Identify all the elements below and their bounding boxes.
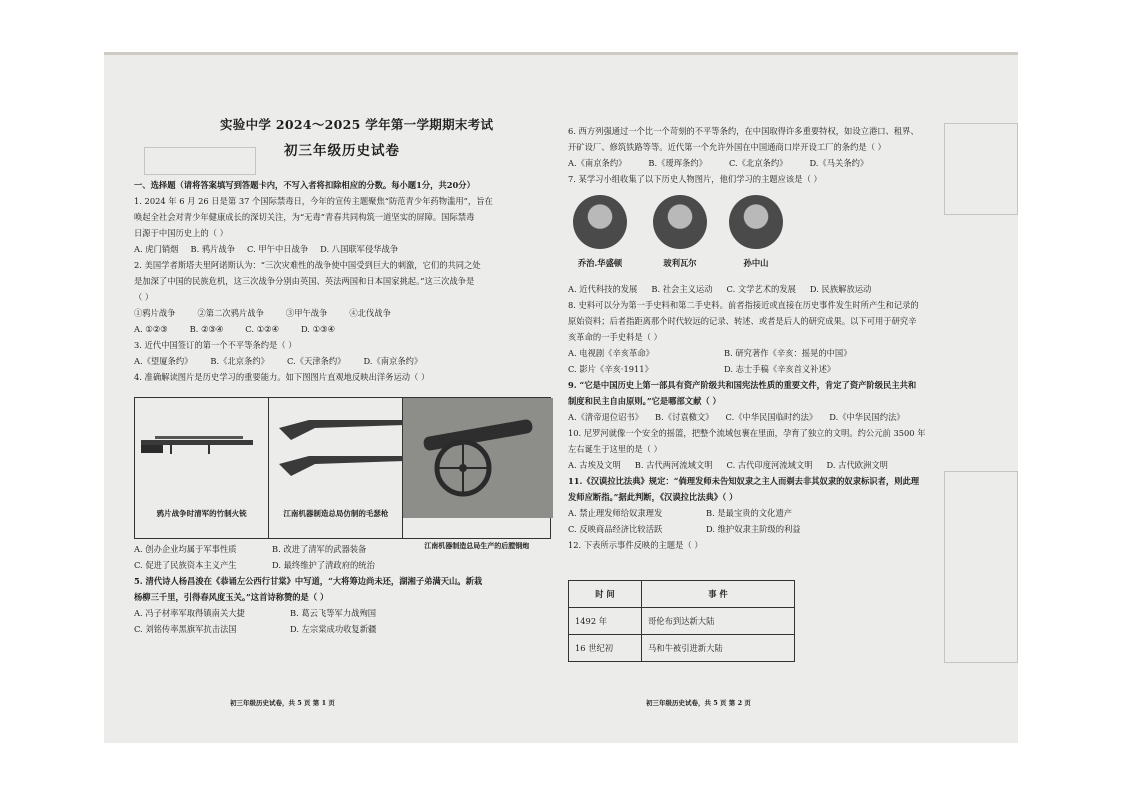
option: C. ①②④ [245,324,279,334]
question-5-options [134,605,482,621]
question-2-items [134,305,493,321]
question-7: 7. 某学习小组收集了以下历史人物图片，他们学习的主题应该是（ ） [568,174,822,184]
question-3-options [134,353,493,369]
option: A. 虎门销烟 [134,244,179,254]
table-header: 时 间 [569,581,642,608]
option: D.《马关条约》 [809,158,869,168]
question-6-options [568,155,919,171]
option: A. 近代科技的发展 [568,284,638,294]
question-7-portraits [568,195,828,285]
option: A. 禁止理发师给奴隶理发 [568,508,663,518]
option: A. 冯子材率军取得镇南关大捷 [134,608,245,618]
option: A.《南京条约》 [568,158,627,168]
option: C. 刘铭传率黑旗军抗击法国 [134,624,237,634]
cannon-icon [403,398,553,518]
portrait-image [653,195,707,249]
question-9-line: 制度和民主自由原则。”它是哪部文献（ ） [568,396,721,406]
page-footer: 初三年级历史试卷，共 5 页 第 1 页 [230,699,335,707]
figure-mauser [269,398,403,538]
question-4-options [134,541,482,557]
figure-caption: 鸦片战争时清军的竹制火铳 [156,509,247,518]
exam-paper-scan [104,52,1018,743]
events-table [568,580,795,662]
question-11-line: 11.《汉谟拉比法典》规定：“倘理发师未告知奴隶之主人而剃去非其奴隶的奴隶标识者，则此理 [568,476,920,486]
table-header-row [569,581,795,608]
option: C. 影片《辛亥·1911》 [568,364,653,374]
option: C. 文学艺术的发展 [726,284,796,294]
figure-caption: 江南机器制造总局仿制的毛瑟枪 [283,509,389,518]
option: D. 最终维护了清政府的统治 [272,560,375,570]
section-heading: 一、选择题（请将答案填写到答题卡内，不写入者将扣除相应的分数。每小题1分，共20分） [134,180,475,190]
portrait-image [729,195,783,249]
exam-subtitle: 初三年级历史试卷 [284,143,400,159]
option: C. 反映商品经济比较活跃 [568,524,663,534]
option: D. 维护奴隶主阶级的利益 [706,524,801,534]
question-block [134,177,493,385]
figure-cannon [403,398,550,550]
table-cell: 哥伦布到达新大陆 [642,608,795,635]
option: D. 左宗棠成功收复新疆 [290,624,377,634]
option: D. 民族解放运动 [809,284,872,294]
question-block [134,541,482,637]
rifle-icon [269,398,415,518]
option: C. 甲午中日战争 [247,244,309,254]
option: A. ①②③ [134,324,168,334]
question-5-options [134,621,482,637]
option: B. ②③④ [189,324,224,334]
option: A.《望厦条约》 [134,356,193,366]
question-1-line: 1. 2024 年 6 月 26 日是第 37 个国际禁毒日，今年的宣传主题聚焦“防范青少年药物滥用”，旨在 [134,196,493,206]
question-4: 4. 准确解读图片是历史学习的重要能力。如下图图片直观地反映出洋务运动（ ） [134,372,430,382]
question-8-options [568,361,926,377]
option: C. 促进了民族资本主义产生 [134,560,237,570]
portrait-bolivar [650,195,710,271]
question-11-options [568,521,926,537]
page-footer: 初三年级历史试卷，共 5 页 第 2 页 [646,699,751,707]
table-cell: 1492 年 [569,608,642,635]
question-6-line: 6. 西方列强通过一个比一个苛刻的不平等条约，在中国取得许多重要特权，如设立港口、租界、 [568,126,919,136]
item: ③甲午战争 [285,308,328,318]
question-6-line: 开矿设厂、修筑铁路等等。近代第一个允许外国在中国通商口岸开设工厂的条约是（ ） [568,142,886,152]
question-10-line: 左右诞生于这里的是（ ） [568,444,662,454]
option: B. 社会主义运动 [651,284,713,294]
option: B. 古代两河流域文明 [634,460,713,470]
question-8-line: 8. 史料可以分为第一手史料和第二手史料。前者指接近或直接在历史事件发生时所产生和记录的 [568,300,919,310]
item: ①鸦片战争 [134,308,176,318]
question-10-line: 10. 尼罗河就像一个安全的摇篮，把整个流域包裹在里面，孕育了独立的文明。约公元前 3500 年 [568,428,926,438]
option: B. 改进了清军的武器装备 [272,544,367,554]
table-header: 事 件 [642,581,795,608]
page-1-column [134,55,554,743]
question-11-line: 发师应断指。”据此判断，《汉谟拉比法典》（ ） [568,492,738,502]
option: B. 是最宝贵的文化遗产 [706,508,793,518]
option: D. ①③④ [300,324,335,334]
option: B. 鸦片战争 [190,244,236,254]
question-1-line: 日源于中国历史上的（ ） [134,228,228,238]
question-1-line: 唤起全社会对青少年健康成长的深切关注，为“无毒”青春共同构筑一道坚实的屏障。国际禁毒 [134,212,475,222]
option: C.《中华民国临时约法》 [725,412,818,422]
portrait-caption: 乔治.华盛顿 [577,258,623,268]
question-10-options [568,457,926,473]
question-block [568,123,919,187]
option: A. 古埃及文明 [568,460,621,470]
option: D.《中华民国约法》 [829,412,905,422]
portrait-sun-yat-sen [726,195,786,271]
option: D.《南京条约》 [363,356,423,366]
question-9-line: 9. “它是中国历史上第一部具有资产阶级共和国宪法性质的重要文件，肯定了资产阶级民主共和 [568,380,917,390]
question-8-line: 亥革命的一手史料是（ ） [568,332,662,342]
question-5-line: 5. 清代诗人杨昌浚在《恭诵左公西行甘棠》中写道，“大将筹边尚未还，湖湘子弟满天山。新栽 [134,576,483,586]
option: A. 电视剧《辛亥革命》 [568,348,654,358]
option: C. 古代印度河流域文明 [726,460,813,470]
option: D. 八国联军侵华战争 [320,244,399,254]
question-5-line: 杨柳三千里，引得春风度玉关。”这首诗称赞的是（ ） [134,592,329,602]
table-cell: 16 世纪初 [569,635,642,662]
question-2-line: （ ） [134,292,154,302]
option: A. 创办企业均属于军事性质 [134,544,237,554]
table-cell: 马和牛被引进新大陆 [642,635,795,662]
question-7-options [568,281,926,297]
question-8-options [568,345,926,361]
figure-caption: 江南机器制造总局生产的后膛钢炮 [424,541,530,550]
option: B.《讨袁檄文》 [655,412,714,422]
bamboo-gun-icon [135,398,257,518]
option: B. 葛云飞等军力战殉国 [290,608,377,618]
portrait-caption: 孙中山 [743,258,769,268]
question-8-line: 原始资料；后者指距离那个时代较远的记录、转述、或者是后人的研究成果。以下可用于研究辛 [568,316,917,326]
question-2-line: 2. 美国学者斯塔夫里阿诺斯认为：“三次灾难性的战争使中国受到巨大的刺激，它们的共同之处 [134,260,481,270]
option: B. 研究著作《辛亥：摇晃的中国》 [724,348,852,358]
option: B.《瑷珲条约》 [648,158,707,168]
page-2-column [568,55,1008,743]
portrait-washington [570,195,630,271]
question-2-options [134,321,493,337]
question-1-options [134,241,493,257]
item: ④北伐战争 [349,308,391,318]
table-row [569,608,795,635]
question-3: 3. 近代中国签订的第一个不平等条约是（ ） [134,340,297,350]
option: D. 古代欧洲文明 [826,460,888,470]
question-12: 12. 下表所示事件反映的主题是（ ） [568,540,703,550]
option: D. 志士手稿《辛亥首义补述》 [724,364,836,374]
item: ②第二次鸦片战争 [197,308,264,318]
option: A.《清帝退位诏书》 [568,412,644,422]
question-9-options [568,409,926,425]
question-2-line: 是加深了中国的民族危机，这三次战争分别由英国、英法两国和日本国家挑起。”这三次战争是 [134,276,475,286]
figure-musket [135,398,269,538]
table-row [569,635,795,662]
portrait-caption: 玻利瓦尔 [663,258,697,268]
option: C.《天津条约》 [286,356,346,366]
question-block [568,281,926,553]
exam-title: 实验中学 2024～2025 学年第一学期期末考试 [220,117,494,132]
option: C.《北京条约》 [728,158,788,168]
question-11-options [568,505,926,521]
option: B.《北京条约》 [210,356,269,366]
portrait-image [573,195,627,249]
question-4-options [134,557,482,573]
